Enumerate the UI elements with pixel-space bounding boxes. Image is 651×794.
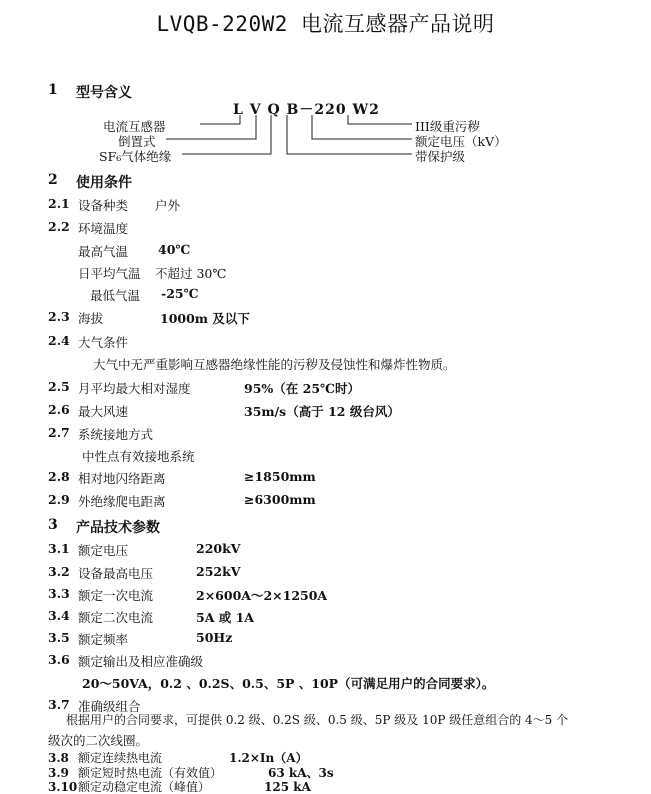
section-3-number: 3 bbox=[48, 517, 58, 533]
label-inverted-type: 倒置式 bbox=[118, 134, 156, 149]
item-3-9-label: 额定短时热电流（有效值） bbox=[78, 766, 223, 780]
item-3-5-label: 额定频率 bbox=[78, 632, 129, 647]
item-3-7-number: 3.7 bbox=[48, 697, 70, 712]
temp-avg-label: 日平均气温 bbox=[78, 266, 141, 281]
item-2-7-number: 2.7 bbox=[48, 425, 70, 440]
label-protection-class: 带保护级 bbox=[415, 149, 466, 164]
item-2-9-value: ≥6300mm bbox=[244, 492, 316, 507]
item-3-7-desc-line-2: 级次的二次线圈。 bbox=[48, 733, 149, 748]
item-3-1-label: 额定电压 bbox=[78, 543, 129, 558]
item-2-1-value: 户外 bbox=[155, 198, 181, 213]
item-2-3-label: 海拔 bbox=[78, 311, 104, 326]
temp-min-label: 最低气温 bbox=[90, 288, 141, 303]
item-3-7-label: 准确级组合 bbox=[78, 699, 141, 714]
item-3-6-number: 3.6 bbox=[48, 652, 70, 667]
item-2-5-number: 2.5 bbox=[48, 379, 70, 394]
item-3-10-value: 125 kA bbox=[264, 780, 311, 794]
item-3-6-label: 额定输出及相应准确级 bbox=[78, 654, 204, 669]
item-2-1-number: 2.1 bbox=[48, 196, 70, 211]
item-3-5-number: 3.5 bbox=[48, 630, 70, 645]
item-2-2-number: 2.2 bbox=[48, 219, 70, 234]
item-3-4-label: 额定二次电流 bbox=[78, 610, 154, 625]
item-2-6-value: 35m/s（高于 12 级台风） bbox=[244, 404, 400, 419]
item-3-5-value: 50Hz bbox=[196, 630, 233, 645]
item-3-4-number: 3.4 bbox=[48, 608, 70, 623]
item-3-8-label: 额定连续热电流 bbox=[78, 751, 163, 765]
item-3-6-desc: 20～50VA，0.2 、0.2S、0.5、5P 、10P（可满足用户的合同要求）。 bbox=[82, 676, 495, 691]
item-3-8-number: 3.8 bbox=[48, 751, 69, 765]
item-3-9-number: 3.9 bbox=[48, 766, 69, 780]
item-2-2-label: 环境温度 bbox=[78, 221, 129, 236]
item-3-7-desc-line-1: 根据用户的合同要求，可提供 0.2 级、0.2S 级、0.5 级、5P 级及 10P 级任意组合的 4～5 个 bbox=[66, 713, 569, 727]
item-2-5-label: 月平均最大相对湿度 bbox=[78, 381, 191, 396]
item-3-9-value: 63 kA、3s bbox=[268, 766, 334, 780]
label-sf6-insulation: SF₆气体绝缘 bbox=[99, 149, 172, 164]
item-3-10-number: 3.10 bbox=[48, 780, 78, 794]
item-2-8-number: 2.8 bbox=[48, 469, 70, 484]
section-1-title: 型号含义 bbox=[76, 85, 132, 101]
item-2-8-label: 相对地闪络距离 bbox=[78, 471, 166, 486]
item-2-4-label: 大气条件 bbox=[78, 335, 129, 350]
label-rated-voltage: 额定电压（kV） bbox=[415, 134, 507, 149]
label-pollution-class: III级重污秽 bbox=[415, 119, 480, 134]
item-2-7-label: 系统接地方式 bbox=[78, 427, 154, 442]
item-3-10-label: 额定动稳定电流（峰值） bbox=[78, 780, 211, 794]
model-code: L V Q B－220 W2 bbox=[233, 102, 380, 118]
item-3-8-value: 1.2×In（A） bbox=[229, 751, 308, 765]
item-2-1-label: 设备种类 bbox=[78, 198, 129, 213]
label-current-transformer: 电流互感器 bbox=[103, 119, 166, 134]
item-2-6-label: 最大风速 bbox=[78, 404, 129, 419]
item-2-8-value: ≥1850mm bbox=[244, 469, 316, 484]
item-3-2-label: 设备最高电压 bbox=[78, 566, 154, 581]
item-3-3-value: 2×600A～2×1250A bbox=[196, 588, 328, 603]
section-2-number: 2 bbox=[48, 172, 58, 188]
item-2-6-number: 2.6 bbox=[48, 402, 70, 417]
temp-min-value: -25℃ bbox=[161, 286, 199, 301]
item-2-3-number: 2.3 bbox=[48, 309, 70, 324]
item-3-1-number: 3.1 bbox=[48, 541, 70, 556]
page-title: LVQB-220W2 电流互感器产品说明 bbox=[156, 12, 495, 36]
item-3-2-value: 252kV bbox=[196, 564, 241, 579]
item-2-9-number: 2.9 bbox=[48, 492, 70, 507]
section-3-title: 产品技术参数 bbox=[76, 520, 160, 536]
item-3-3-label: 额定一次电流 bbox=[78, 588, 154, 603]
item-2-7-desc: 中性点有效接地系统 bbox=[82, 449, 195, 464]
item-3-3-number: 3.3 bbox=[48, 586, 70, 601]
item-3-4-value: 5A 或 1A bbox=[196, 610, 254, 625]
item-2-4-desc: 大气中无严重影响互感器绝缘性能的污秽及侵蚀性和爆炸性物质。 bbox=[93, 357, 456, 372]
item-3-1-value: 220kV bbox=[196, 541, 241, 556]
section-2-title: 使用条件 bbox=[76, 175, 132, 191]
item-3-2-number: 3.2 bbox=[48, 564, 70, 579]
item-2-5-value: 95%（在 25℃时） bbox=[244, 381, 360, 396]
temp-max-label: 最高气温 bbox=[78, 244, 129, 259]
item-2-9-label: 外绝缘爬电距离 bbox=[78, 494, 166, 509]
item-2-4-number: 2.4 bbox=[48, 333, 70, 348]
item-2-3-value: 1000m 及以下 bbox=[160, 311, 250, 326]
temp-max-value: 40℃ bbox=[158, 242, 191, 257]
section-1-number: 1 bbox=[48, 82, 58, 98]
temp-avg-value: 不超过 30℃ bbox=[155, 266, 227, 281]
